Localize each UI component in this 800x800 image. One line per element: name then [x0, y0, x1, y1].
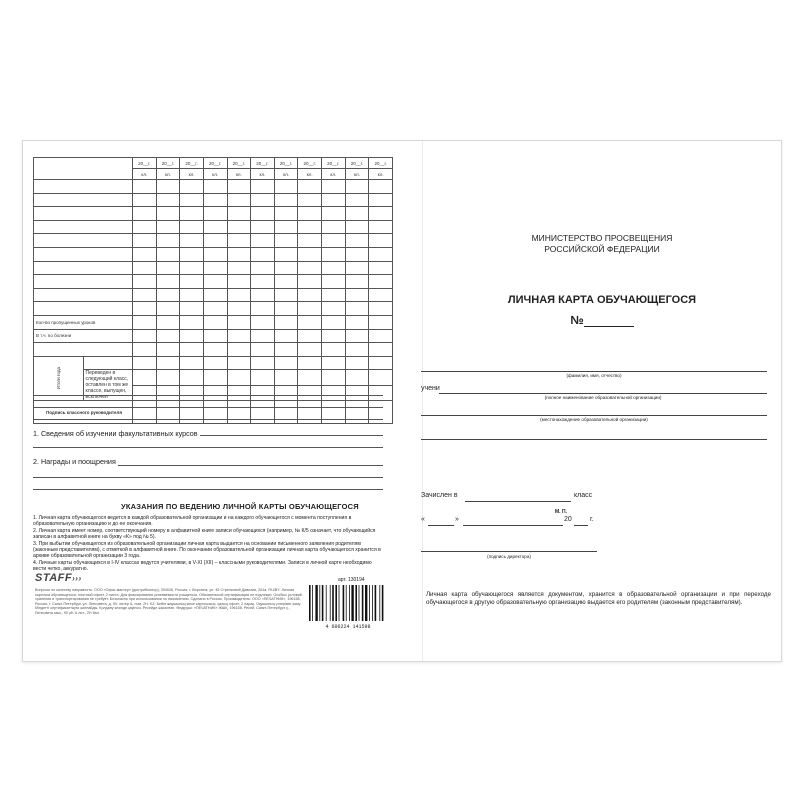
grade-cell[interactable] [180, 234, 204, 248]
grade-cell[interactable] [369, 180, 393, 194]
grade-cell[interactable] [274, 329, 298, 343]
grade-cell[interactable] [298, 288, 322, 302]
grade-cell[interactable] [274, 234, 298, 248]
table-row [34, 193, 393, 207]
class-header: кл. [180, 169, 204, 180]
grade-cell[interactable] [227, 370, 251, 386]
row-label [34, 275, 133, 289]
grade-cell[interactable] [133, 315, 157, 329]
grade-cell[interactable] [274, 401, 298, 424]
grade-cell[interactable] [156, 275, 180, 289]
stamp-mark: М. П. [555, 509, 567, 515]
grade-cell[interactable] [251, 180, 275, 194]
grade-cell[interactable] [227, 343, 251, 357]
grade-cell[interactable] [227, 356, 251, 370]
table-row [34, 220, 393, 234]
year-header: 20__г. [298, 158, 322, 169]
grade-cell[interactable] [345, 288, 369, 302]
grade-cell[interactable] [298, 315, 322, 329]
year-header: 20__г. [203, 158, 227, 169]
grade-cell[interactable] [133, 343, 157, 357]
grade-cell[interactable] [251, 220, 275, 234]
grade-cell[interactable] [274, 261, 298, 275]
grade-cell[interactable] [156, 207, 180, 221]
grade-cell[interactable] [322, 288, 346, 302]
staff-logo: STAFF››› [35, 572, 82, 584]
grade-cell[interactable] [133, 234, 157, 248]
grade-cell[interactable] [322, 261, 346, 275]
table-row [34, 302, 393, 316]
grade-cell[interactable] [274, 315, 298, 329]
fio-caption: (фамилия, имя, отчество) [566, 373, 622, 378]
class-header: кл. [369, 169, 393, 180]
grade-cell[interactable] [180, 401, 204, 424]
class-header: кл. [298, 169, 322, 180]
grade-cell[interactable] [274, 302, 298, 316]
grade-cell[interactable] [156, 329, 180, 343]
grade-cell[interactable] [345, 356, 369, 370]
grade-cell[interactable] [203, 401, 227, 424]
class-header: кл. [345, 169, 369, 180]
row-label-transfer: Переведен в следующий класс, оставлен в том же классе, выпущен, исключен [83, 370, 133, 401]
grade-cell[interactable] [251, 385, 275, 401]
grade-cell[interactable] [251, 401, 275, 424]
grade-cell[interactable] [345, 385, 369, 401]
document-sheet [22, 140, 782, 662]
class-header: кл. [203, 169, 227, 180]
grade-cell[interactable] [156, 370, 180, 386]
barcode-number: 4 606224 141598 [325, 624, 371, 630]
grade-cell[interactable] [227, 315, 251, 329]
director-line [421, 551, 597, 552]
grade-cell[interactable] [227, 207, 251, 221]
grade-cell[interactable] [180, 356, 204, 370]
grade-cell[interactable] [227, 401, 251, 424]
grade-cell[interactable] [322, 275, 346, 289]
grade-cell[interactable] [133, 385, 157, 401]
page-title: ЛИЧНАЯ КАРТА ОБУЧАЮЩЕГОСЯ [507, 294, 697, 306]
grade-cell[interactable] [203, 343, 227, 357]
year-header: 20__г. [227, 158, 251, 169]
row-label [34, 234, 133, 248]
grade-cell[interactable] [322, 247, 346, 261]
barcode-icon [307, 584, 389, 622]
row-label: Подпись классного руководителя [34, 401, 133, 424]
grade-cell[interactable] [274, 370, 298, 386]
grade-cell[interactable] [345, 329, 369, 343]
row-label [34, 180, 133, 194]
grade-cell[interactable] [274, 180, 298, 194]
grade-cell[interactable] [322, 207, 346, 221]
grade-cell[interactable] [203, 329, 227, 343]
date-open: « [421, 516, 425, 523]
year-header: 20__г. [345, 158, 369, 169]
student-label: учени [421, 385, 440, 392]
rule-line [33, 489, 383, 490]
rule-line [33, 407, 383, 408]
grade-cell[interactable] [251, 234, 275, 248]
grade-cell[interactable] [180, 329, 204, 343]
grade-cell[interactable] [180, 261, 204, 275]
table-row [34, 247, 393, 261]
rule-line [33, 477, 383, 478]
grade-cell[interactable] [227, 329, 251, 343]
instructions-body [33, 515, 383, 573]
section-electives: 1. Сведения об изучении факультативных курсов [33, 429, 198, 438]
grade-cell[interactable] [156, 220, 180, 234]
grade-cell[interactable] [227, 180, 251, 194]
grade-cell[interactable] [345, 180, 369, 194]
grade-cell[interactable] [180, 288, 204, 302]
grade-cell[interactable] [227, 193, 251, 207]
fio-line [421, 371, 767, 372]
table-row [34, 370, 393, 386]
grade-cell[interactable] [274, 193, 298, 207]
grade-cell[interactable] [133, 261, 157, 275]
grade-cell[interactable] [133, 275, 157, 289]
grade-cell[interactable] [180, 180, 204, 194]
table-row [34, 401, 393, 424]
grade-cell[interactable] [345, 401, 369, 424]
grade-cell[interactable] [203, 356, 227, 370]
grade-cell[interactable] [369, 302, 393, 316]
grade-cell[interactable] [345, 207, 369, 221]
grade-cell[interactable] [133, 193, 157, 207]
grades-table [33, 157, 393, 424]
table-row [34, 180, 393, 194]
grade-cell[interactable] [156, 234, 180, 248]
grade-cell[interactable] [369, 234, 393, 248]
grade-cell[interactable] [298, 220, 322, 234]
row-label: В т.ч. по болезни [34, 329, 133, 343]
grade-cell[interactable] [298, 207, 322, 221]
grade-cell[interactable] [298, 343, 322, 357]
enrolled-line [465, 501, 571, 502]
grade-cell[interactable] [274, 385, 298, 401]
grade-cell[interactable] [156, 288, 180, 302]
grade-cell[interactable] [322, 302, 346, 316]
grade-cell[interactable] [369, 275, 393, 289]
grade-cell[interactable] [203, 385, 227, 401]
grade-cell[interactable] [369, 207, 393, 221]
grade-cell[interactable] [156, 180, 180, 194]
class-header: кл. [227, 169, 251, 180]
grade-cell[interactable] [203, 247, 227, 261]
row-label [34, 288, 133, 302]
grade-cell[interactable] [180, 247, 204, 261]
section-awards: 2. Награды и поощрения [33, 457, 116, 466]
row-label [34, 207, 133, 221]
grade-cell[interactable] [369, 385, 393, 401]
grade-cell[interactable] [369, 356, 393, 370]
year-prefix: 20 [564, 516, 572, 523]
ministry-line: МИНИСТЕРСТВО ПРОСВЕЩЕНИЯ [531, 233, 673, 243]
grade-cell[interactable] [322, 343, 346, 357]
grade-cell[interactable] [274, 247, 298, 261]
date-month-line [463, 525, 563, 526]
grade-cell[interactable] [345, 302, 369, 316]
grade-cell[interactable] [203, 288, 227, 302]
grade-cell[interactable] [298, 302, 322, 316]
row-label: Кол-во пропущенных уроков [34, 315, 133, 329]
grade-cell[interactable] [133, 247, 157, 261]
grade-cell[interactable] [322, 315, 346, 329]
grade-cell[interactable] [203, 220, 227, 234]
grade-cell[interactable] [251, 370, 275, 386]
rule-line [33, 447, 383, 448]
grade-cell[interactable] [156, 315, 180, 329]
grade-cell[interactable] [298, 261, 322, 275]
class-header: кл. [322, 169, 346, 180]
instruction-item: 3. При выбытии обучающегося из образовательной организации личная карта выдается на основании письменного заявления родителям (законным представителям), с отметкой в алфавитной книге. По окончании образовательной организации личная карта обучающегося хранится в архиве образовательной организации 3 года. [33, 540, 381, 560]
class-header: кл. [274, 169, 298, 180]
grade-cell[interactable] [203, 275, 227, 289]
grade-cell[interactable] [298, 247, 322, 261]
grade-cell[interactable] [133, 356, 157, 370]
grade-cell[interactable] [322, 220, 346, 234]
table-row [34, 343, 393, 357]
row-label [34, 193, 133, 207]
grade-cell[interactable] [180, 275, 204, 289]
grade-cell[interactable] [322, 180, 346, 194]
grade-cell[interactable] [133, 180, 157, 194]
grade-cell[interactable] [156, 385, 180, 401]
fold-line [422, 141, 423, 661]
grade-cell[interactable] [345, 343, 369, 357]
grade-cell[interactable] [180, 343, 204, 357]
grade-cell[interactable] [345, 234, 369, 248]
article-number: арт. 130194 [338, 577, 365, 583]
grade-cell[interactable] [133, 401, 157, 424]
grade-cell[interactable] [133, 370, 157, 386]
grade-cell[interactable] [156, 343, 180, 357]
director-caption: (подпись директора) [487, 554, 531, 559]
grade-cell[interactable] [322, 329, 346, 343]
ministry-name [423, 233, 781, 255]
grade-cell[interactable] [227, 385, 251, 401]
instruction-item: 2. Личная карта имеет номер, соответствующий номеру в алфавитной книге записи обучающихся (например, № К/5 означает, что обучающийся записан в алфавитной книге на букву «К» под № 5). [33, 527, 376, 541]
table-row [34, 275, 393, 289]
grade-cell[interactable] [369, 261, 393, 275]
location-caption: (местонахождение образовательной организации) [540, 417, 648, 422]
grade-cell[interactable] [203, 315, 227, 329]
grade-cell[interactable] [298, 356, 322, 370]
class-header: кл. [133, 169, 157, 180]
org-line [439, 393, 767, 394]
year-header: 20__г. [251, 158, 275, 169]
row-label [34, 261, 133, 275]
row-label [34, 343, 133, 357]
grade-cell[interactable] [156, 302, 180, 316]
table-row [34, 261, 393, 275]
location-line [421, 415, 767, 416]
grade-cell[interactable] [251, 288, 275, 302]
grade-cell[interactable] [369, 247, 393, 261]
grade-cell[interactable] [369, 220, 393, 234]
year-header: 20__г. [274, 158, 298, 169]
instructions-title: УКАЗАНИЯ ПО ВЕДЕНИЮ ЛИЧНОЙ КАРТЫ ОБУЧАЮЩЕГОСЯ [121, 502, 359, 511]
year-header: 20__г. [180, 158, 204, 169]
rule-line [33, 419, 383, 420]
grade-cell[interactable] [369, 315, 393, 329]
grade-cell[interactable] [203, 234, 227, 248]
grade-cell[interactable] [203, 207, 227, 221]
grade-cell[interactable] [227, 288, 251, 302]
grade-cell[interactable] [298, 193, 322, 207]
grade-cell[interactable] [345, 193, 369, 207]
grade-cell[interactable] [227, 234, 251, 248]
grade-cell[interactable] [203, 180, 227, 194]
card-number: № [423, 313, 781, 327]
grade-cell[interactable] [180, 370, 204, 386]
grade-cell[interactable] [203, 302, 227, 316]
grade-cell[interactable] [298, 385, 322, 401]
instruction-item: 4. Личные карты обучающихся в I-IV классах ведутся учителями, в V-XI (XII) – классными руководителями. Записи в личной карте необходимо вести четко, аккуратно. [33, 559, 372, 573]
grade-cell[interactable] [227, 275, 251, 289]
grade-cell[interactable] [180, 193, 204, 207]
grade-cell[interactable] [251, 247, 275, 261]
year-header: 20__г. [322, 158, 346, 169]
grade-cell[interactable] [251, 356, 275, 370]
row-label [34, 302, 133, 316]
grade-cell[interactable] [251, 207, 275, 221]
grade-cell[interactable] [227, 261, 251, 275]
instruction-item: 1. Личная карта обучающегося ведется в каждой образовательной организации и на каждого обучающегося с момента поступления в образовательную организацию и до ее окончания. [33, 515, 352, 528]
grade-cell[interactable] [133, 329, 157, 343]
grade-cell[interactable] [274, 288, 298, 302]
grade-cell[interactable] [298, 329, 322, 343]
grade-cell[interactable] [274, 343, 298, 357]
year-header: 20__г. [369, 158, 393, 169]
grade-cell[interactable] [322, 193, 346, 207]
grade-cell[interactable] [156, 193, 180, 207]
grade-cell[interactable] [180, 302, 204, 316]
grade-cell[interactable] [345, 220, 369, 234]
grade-cell[interactable] [369, 370, 393, 386]
grade-cell[interactable] [203, 370, 227, 386]
rule-line [421, 439, 767, 440]
grade-cell[interactable] [156, 401, 180, 424]
grade-cell[interactable] [251, 275, 275, 289]
table-corner [34, 158, 133, 180]
grade-cell[interactable] [251, 315, 275, 329]
grade-cell[interactable] [156, 247, 180, 261]
grade-cell[interactable] [345, 370, 369, 386]
grade-cell[interactable] [251, 343, 275, 357]
table-row [34, 288, 393, 302]
grade-cell[interactable] [251, 329, 275, 343]
grade-cell[interactable] [227, 247, 251, 261]
grade-cell[interactable] [251, 302, 275, 316]
grade-cell[interactable] [369, 401, 393, 424]
class-label: класс [574, 492, 593, 499]
table-row [34, 315, 393, 329]
grade-cell[interactable] [369, 288, 393, 302]
enrolled-label: Зачислен в [421, 492, 458, 499]
grade-cell[interactable] [180, 385, 204, 401]
grade-cell[interactable] [133, 288, 157, 302]
org-caption: (полное наименование образовательной организации) [544, 395, 662, 400]
grade-cell[interactable] [345, 247, 369, 261]
grade-cell[interactable] [369, 329, 393, 343]
ministry-line: РОССИЙСКОЙ ФЕДЕРАЦИИ [544, 244, 660, 254]
grade-cell[interactable] [345, 261, 369, 275]
grade-cell[interactable] [345, 315, 369, 329]
grade-cell[interactable] [203, 193, 227, 207]
grade-cell[interactable] [156, 261, 180, 275]
grade-cell[interactable] [322, 370, 346, 386]
grade-cell[interactable] [298, 275, 322, 289]
grade-cell[interactable] [369, 343, 393, 357]
grade-cell[interactable] [298, 370, 322, 386]
grade-cell[interactable] [251, 193, 275, 207]
grade-cell[interactable] [180, 220, 204, 234]
grade-cell[interactable] [345, 275, 369, 289]
grade-cell[interactable] [203, 261, 227, 275]
grade-cell[interactable] [227, 220, 251, 234]
row-label [34, 247, 133, 261]
grade-cell[interactable] [274, 275, 298, 289]
grade-cell[interactable] [322, 234, 346, 248]
date-day-line [428, 525, 454, 526]
row-label [83, 356, 133, 370]
grade-cell[interactable] [274, 356, 298, 370]
grade-cell[interactable] [133, 220, 157, 234]
date-close: » [455, 516, 459, 523]
grade-cell[interactable] [322, 356, 346, 370]
grade-cell[interactable] [180, 207, 204, 221]
year-header: 20__г. [156, 158, 180, 169]
footer-note: Личная карта обучающегося является документом, хранится в образовательной организации и при переходе обучающегося в другую образовательную организацию выдается его родителям (законным представителям). [426, 591, 771, 606]
row-label [34, 220, 133, 234]
grade-cell[interactable] [156, 356, 180, 370]
grade-cell[interactable] [369, 193, 393, 207]
grade-cell[interactable] [251, 261, 275, 275]
itogi-label: Итоги года [55, 367, 61, 390]
grade-cell[interactable] [298, 234, 322, 248]
grade-cell[interactable] [274, 207, 298, 221]
grade-cell[interactable] [322, 385, 346, 401]
class-header: кл. [251, 169, 275, 180]
grade-cell[interactable] [180, 315, 204, 329]
table-row [34, 207, 393, 221]
grade-cell[interactable] [322, 401, 346, 424]
grade-cell[interactable] [133, 302, 157, 316]
grade-cell[interactable] [298, 180, 322, 194]
class-header: кл. [156, 169, 180, 180]
table-row [34, 329, 393, 343]
table-row [34, 234, 393, 248]
table-row [34, 356, 393, 370]
year-header: 20__г. [133, 158, 157, 169]
rule-line [33, 395, 383, 396]
grade-cell[interactable] [298, 401, 322, 424]
legal-text: Вопросы по качеству направлять: ООО «Офис-мастер» (дистрибьютор), 394026, Россия, г. Воронеж, ул. 45 Стрелковой Дивизии, 261а. RU/BY: Личная карточка обучающегося, плотный офсет, 2 листа. Для фиксирования успеваемости учащегося. Обязательной сертификации не подлежит. Особых условий хранения и транспортирования не требует. Безопасно при использовании по назначению. Сделано в России. Производитель: ООО «ПЕЧАТНИК», 196158, Россия, г. Санкт-Петербург, ул. Ленсовета, д. 90, литер А, пом. 2Н. KZ: Бейін жаушының жеке карточкасы, қалың офсет, 2 парақ. Оқушының үлгерімін жазу. Міндетті сертификаттауға жатпайды. Қолдану кезінде қауіпсіз. Ресейде жасалған. Өндіруші: «ПЕЧАТНИК» ЖШҚ, 196158, Ресей, Санкт-Петербург қ., Ленсовета көш., 90 үй, А лит., 2Н бөл. [35, 588, 302, 615]
grade-cell[interactable] [227, 302, 251, 316]
date-year-line [574, 525, 588, 526]
grade-cell[interactable] [274, 220, 298, 234]
grade-cell[interactable] [133, 207, 157, 221]
year-suffix: г. [590, 516, 594, 523]
